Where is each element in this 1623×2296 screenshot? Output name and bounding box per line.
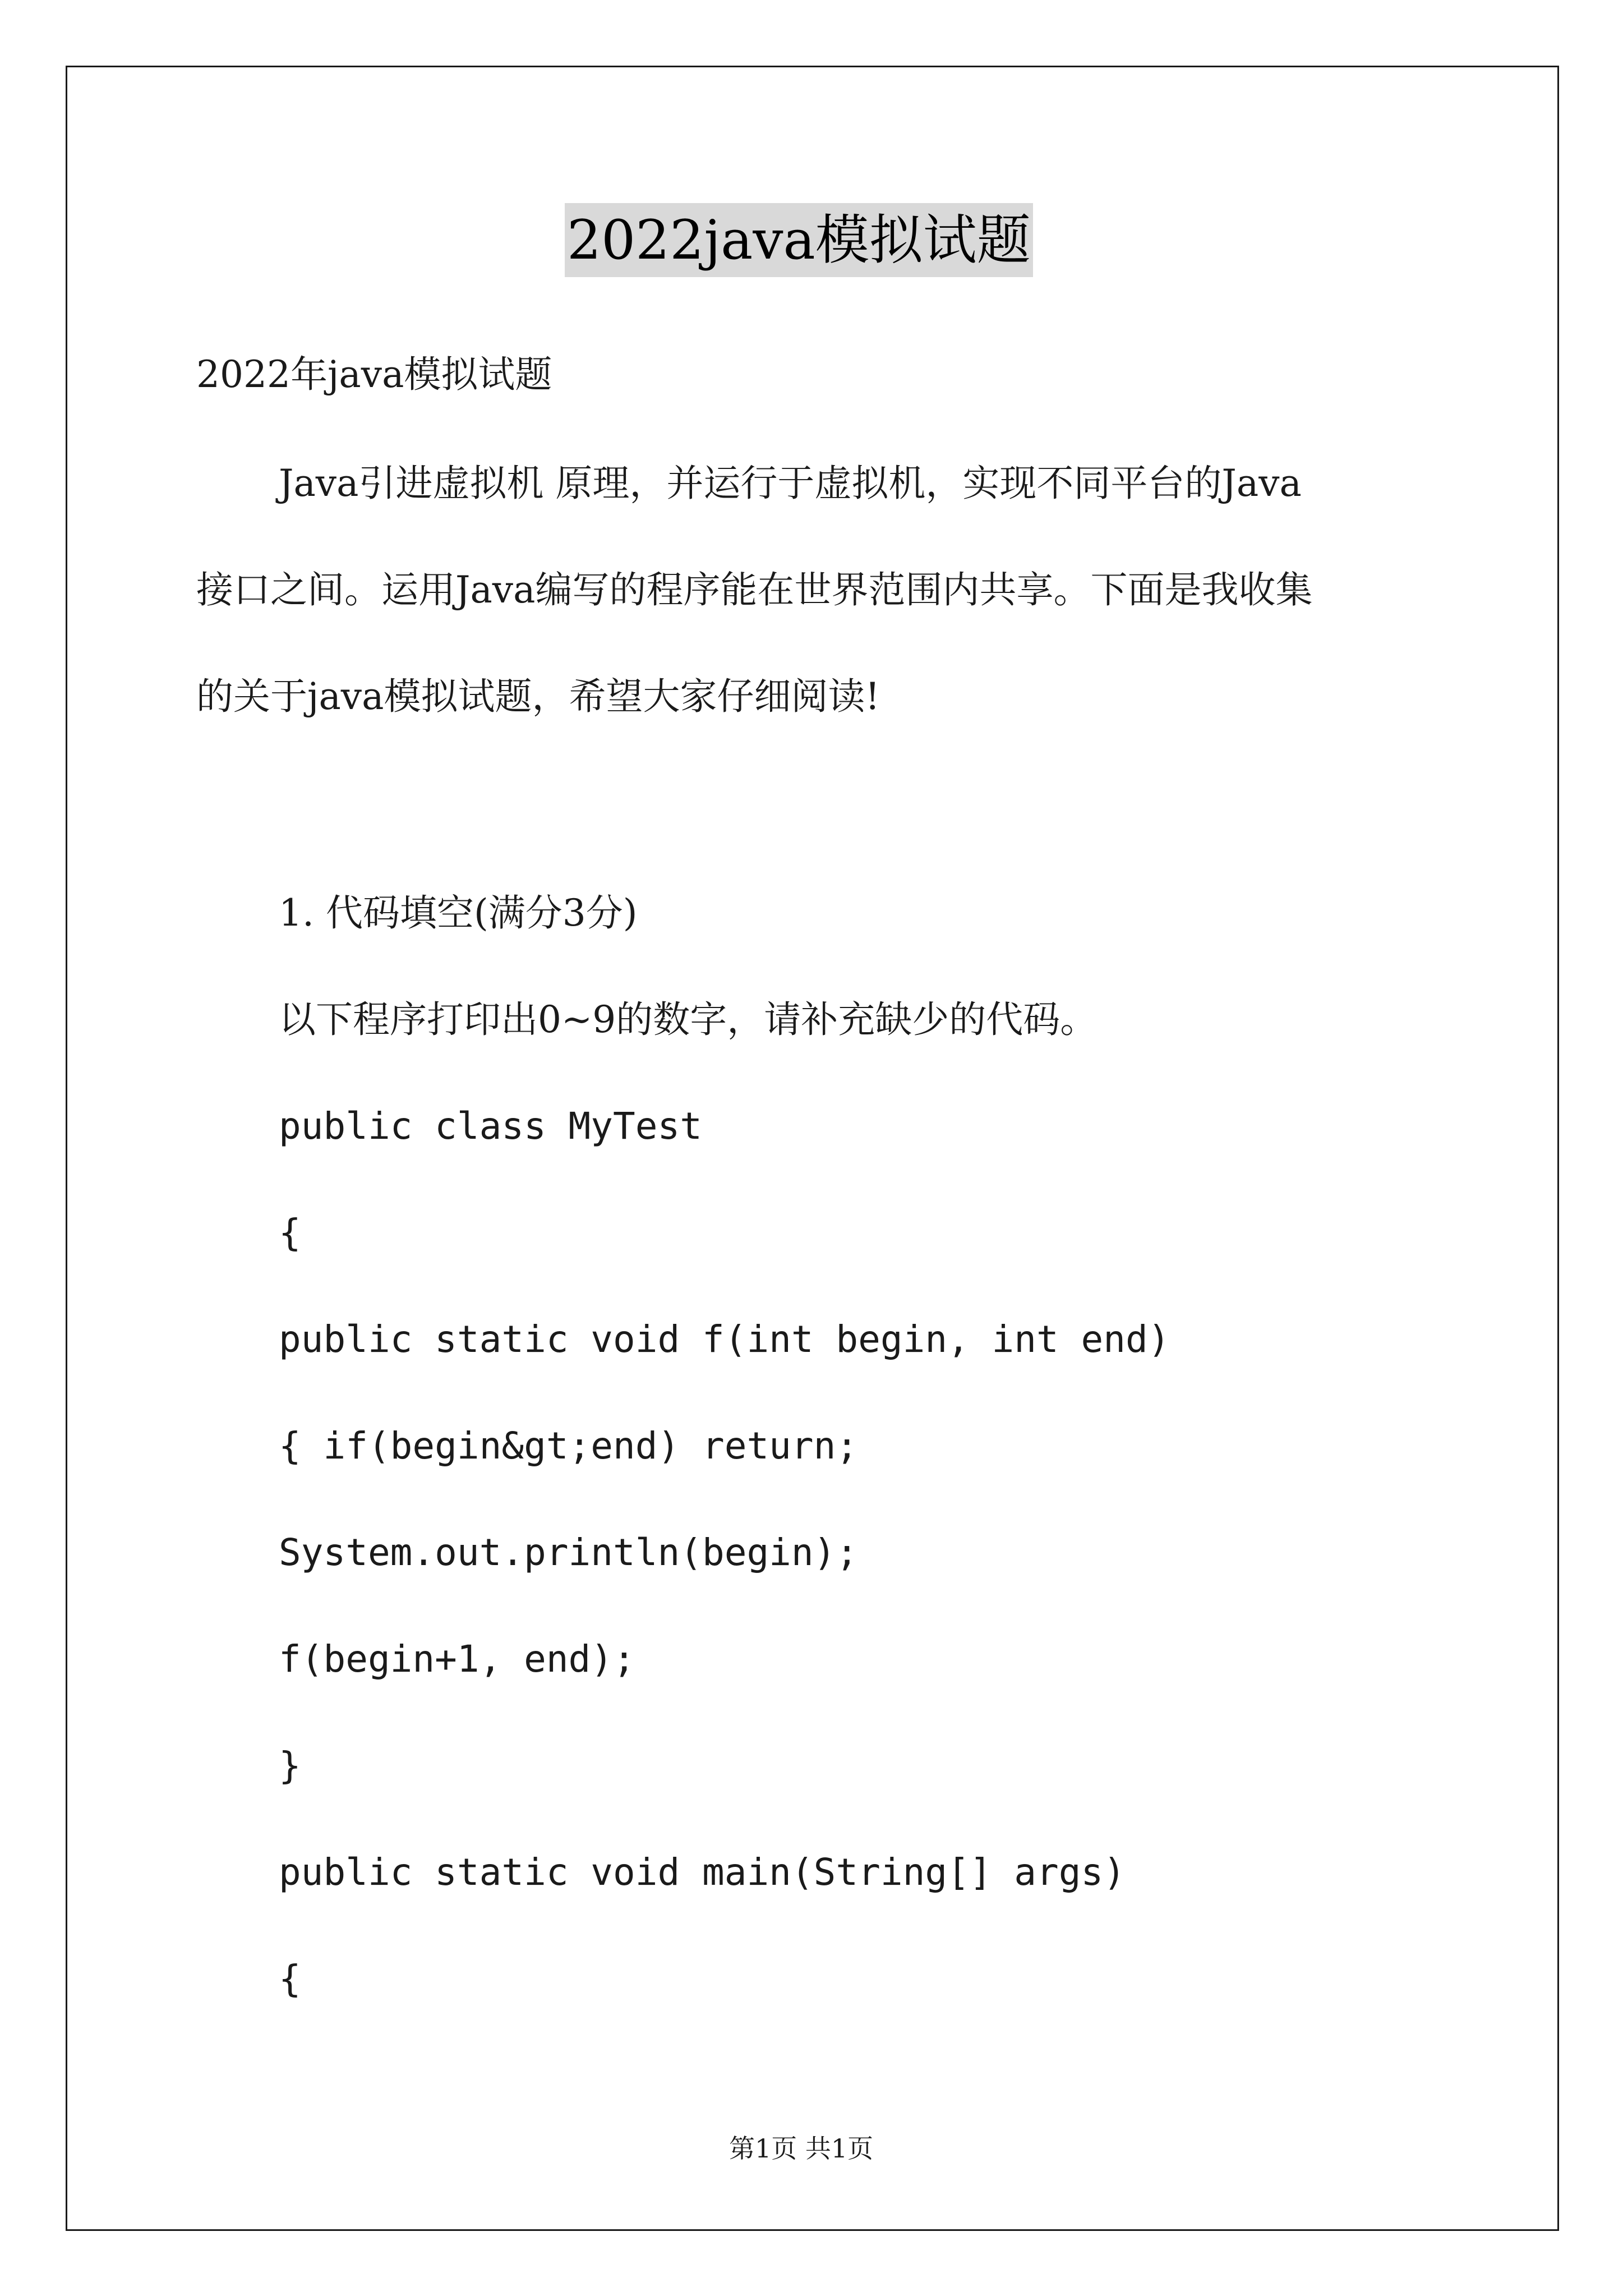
- intro-line-3: 的关于java模拟试题，希望大家仔细阅读!: [196, 675, 880, 718]
- code-line-2: {: [279, 1211, 301, 1254]
- code-line-8: public static void main(String[] args): [279, 1851, 1126, 1894]
- code-line-4: { if(begin&gt;end) return;: [279, 1424, 859, 1467]
- document-subtitle: 2022年java模拟试题: [196, 353, 552, 396]
- page-footer: 第1页 共1页: [729, 2133, 874, 2164]
- question-prompt: 以下程序打印出0~9的数字，请补充缺少的代码。: [279, 998, 1098, 1041]
- code-line-9: {: [279, 1957, 301, 2000]
- code-line-6: f(begin+1, end);: [279, 1637, 635, 1681]
- code-line-1: public class MyTest: [279, 1105, 702, 1148]
- code-line-7: }: [279, 1744, 301, 1787]
- document-title: 2022java模拟试题: [565, 203, 1033, 277]
- intro-line-1: Java引进虚拟机 原理，并运行于虚拟机，实现不同平台的Java: [279, 462, 1302, 505]
- intro-line-2: 接口之间。运用Java编写的程序能在世界范围内共享。下面是我收集: [196, 568, 1313, 611]
- question-heading: 1. 代码填空(满分3分): [279, 891, 638, 935]
- code-line-3: public static void f(int begin, int end): [279, 1318, 1170, 1361]
- code-line-5: System.out.println(begin);: [279, 1531, 859, 1574]
